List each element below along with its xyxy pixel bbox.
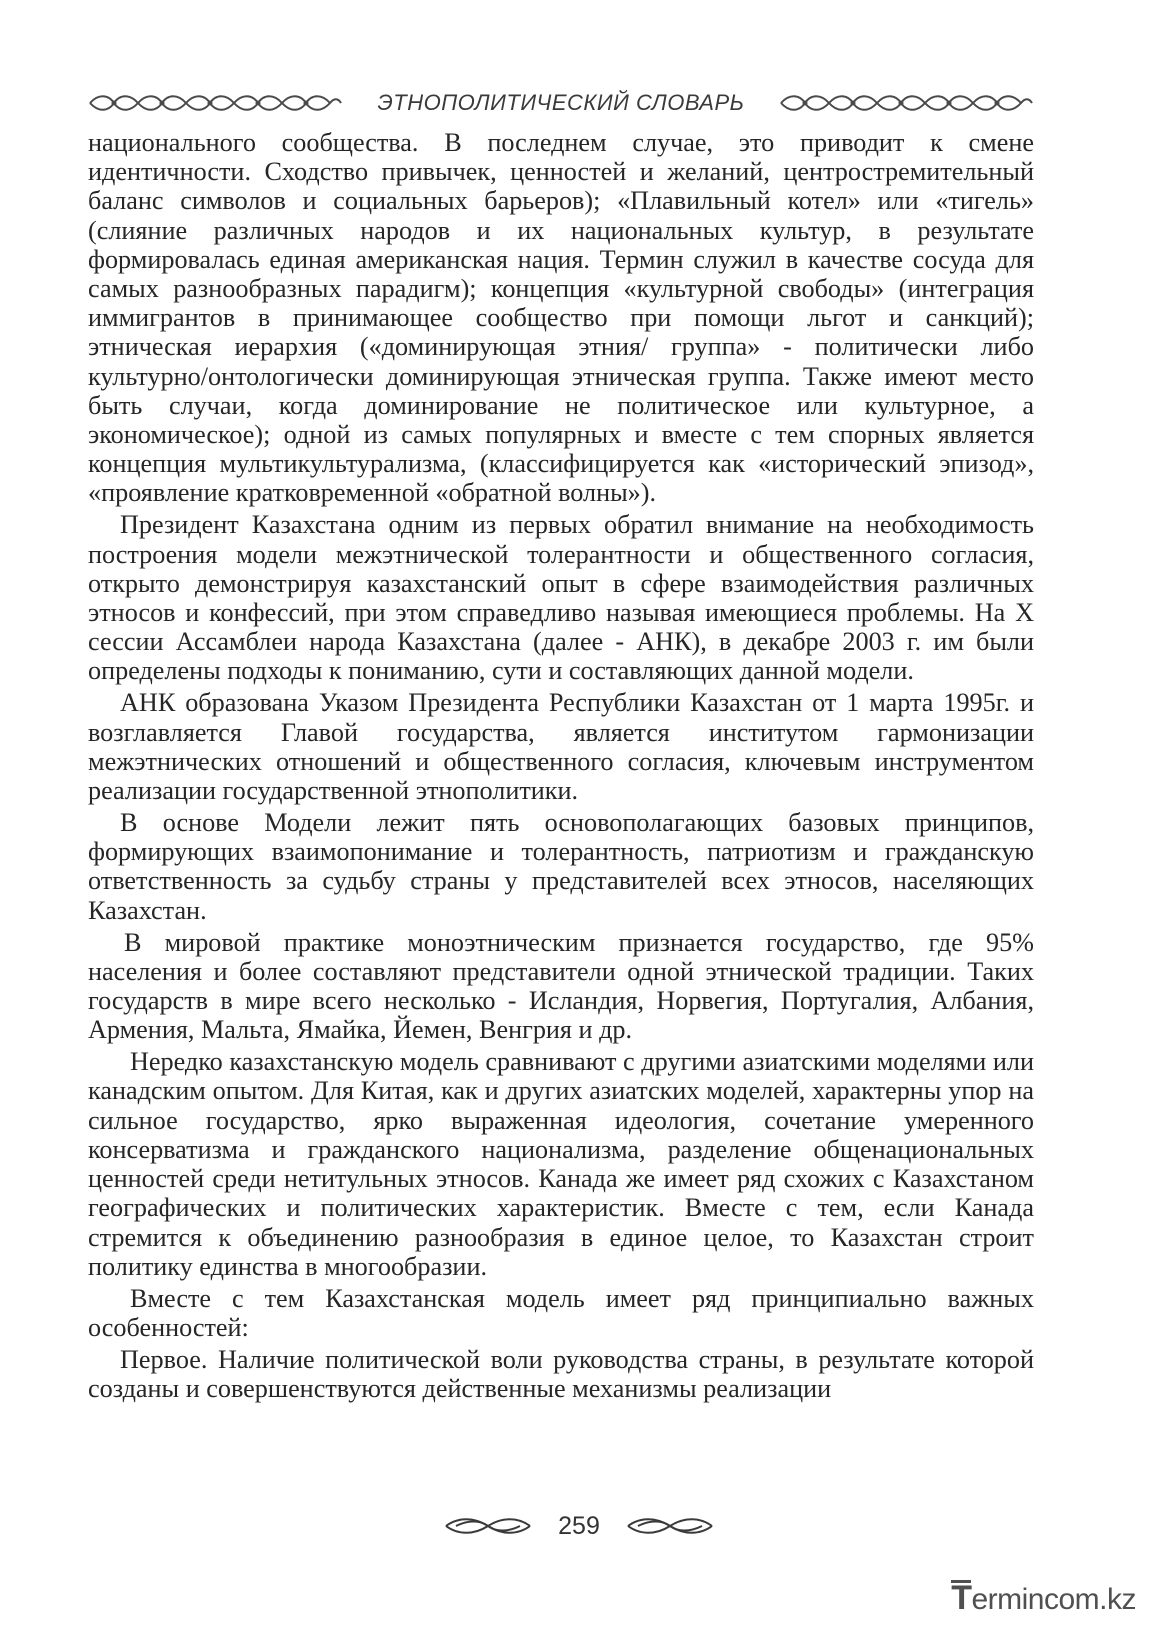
header-ornament-left-icon — [88, 92, 343, 114]
footer-flourish-left-icon — [444, 1515, 532, 1537]
paragraph: Президент Казахстана одним из первых обратил внимание на необходимость построения модели межэтнической толерантности и общественного согласия, открыто демонстрируя казахстанский опыт в сфере взаимодействия различных этносов и конфессий, при этом справедливо называя имеющиеся проблемы. На X сессии Ассамблеи народа Казахстана (далее - АНК), в декабре 2003 г. им были определены подходы к пониманию, сути и составляющих данной модели. — [88, 510, 1034, 686]
paragraph: Вместе с тем Казахстанская модель имеет ряд принципиально важных особенностей: — [88, 1283, 1034, 1342]
running-title: ЭТНОПОЛИТИЧЕСКИЙ СЛОВАРЬ — [377, 90, 745, 115]
paragraph: В мировой практике моноэтническим признается государство, где 95% населения и более составляют представители одной этнической традиции. Таких государств в мире всего несколько - Исландия, Норвегия, Португалия, Албания, Армения, Мальта, Ямайка, Йемен, Венгрия и др. — [88, 927, 1034, 1045]
footer-flourish-right-icon — [626, 1515, 714, 1537]
header-ornament-right-icon — [779, 92, 1034, 114]
paragraph: АНК образована Указом Президента Республики Казахстан от 1 марта 1995г. и возглавляется Главой государства, является институтом гармонизации межэтнических отношений и общественного согласия, ключевым инструментом реализации государственной этнополитики. — [88, 688, 1034, 806]
watermark-lead: T — [951, 1579, 972, 1617]
watermark — [951, 1580, 1136, 1617]
paragraph: Первое. Наличие политической воли руководства страны, в результате которой созданы и совершенствуются действенные механизмы реализации — [88, 1344, 1034, 1404]
page-footer — [0, 1508, 1158, 1544]
paragraph: национального сообщества. В последнем случае, это приводит к смене идентичности. Сходство привычек, ценностей и желаний, центростремительный баланс символов и социальных барьеров); «Плавильный котел» или «тигель» (слияние различных народов и их национальных культур, в результате формировалась единая американская нация. Термин служил в качестве сосуда для самых разнообразных парадигм); концепция «культурной свободы» (интеграция иммигрантов в принимающее сообщество при помощи льгот и санкций); этническая иерархия («доминирующая этния/ группа» - политически либо культурно/онтологически доминирующая этническая группа. Также имеют место быть случаи, когда доминирование не политическое или культурное, а экономическое); одной из самых популярных и вместе с тем спорных является концепция мультикультурализма, (классифицируется как «исторический эпизод», «проявление кратковременной «обратной волны»). — [88, 128, 1034, 508]
body-text — [88, 128, 1034, 1406]
watermark-text: ermincom.kz — [971, 1583, 1136, 1616]
page-number: 259 — [558, 1511, 600, 1540]
page-header — [88, 86, 1034, 120]
paragraph: В основе Модели лежит пять основополагающих базовых принципов, формирующих взаимопонимание и толерантность, патриотизм и гражданскую ответственность за судьбу страны у представителей всех этносов, населяющих Казахстан. — [88, 808, 1034, 925]
paragraph: Нередко казахстанскую модель сравнивают с другими азиатскими моделями или канадским опытом. Для Китая, как и других азиатских моделей, характерны упор на сильное государство, ярко выраженная идеология, сочетание умеренного консерватизма и гражданского национализма, разделение общенациональных ценностей среди нетитульных этносов. Канада же имеет ряд схожих с Казахстаном географических и политических характеристик. Вместе с тем, если Канада стремится к объединению разнообразия в единое целое, то Казахстан строит политику единства в многообразии. — [88, 1047, 1034, 1281]
